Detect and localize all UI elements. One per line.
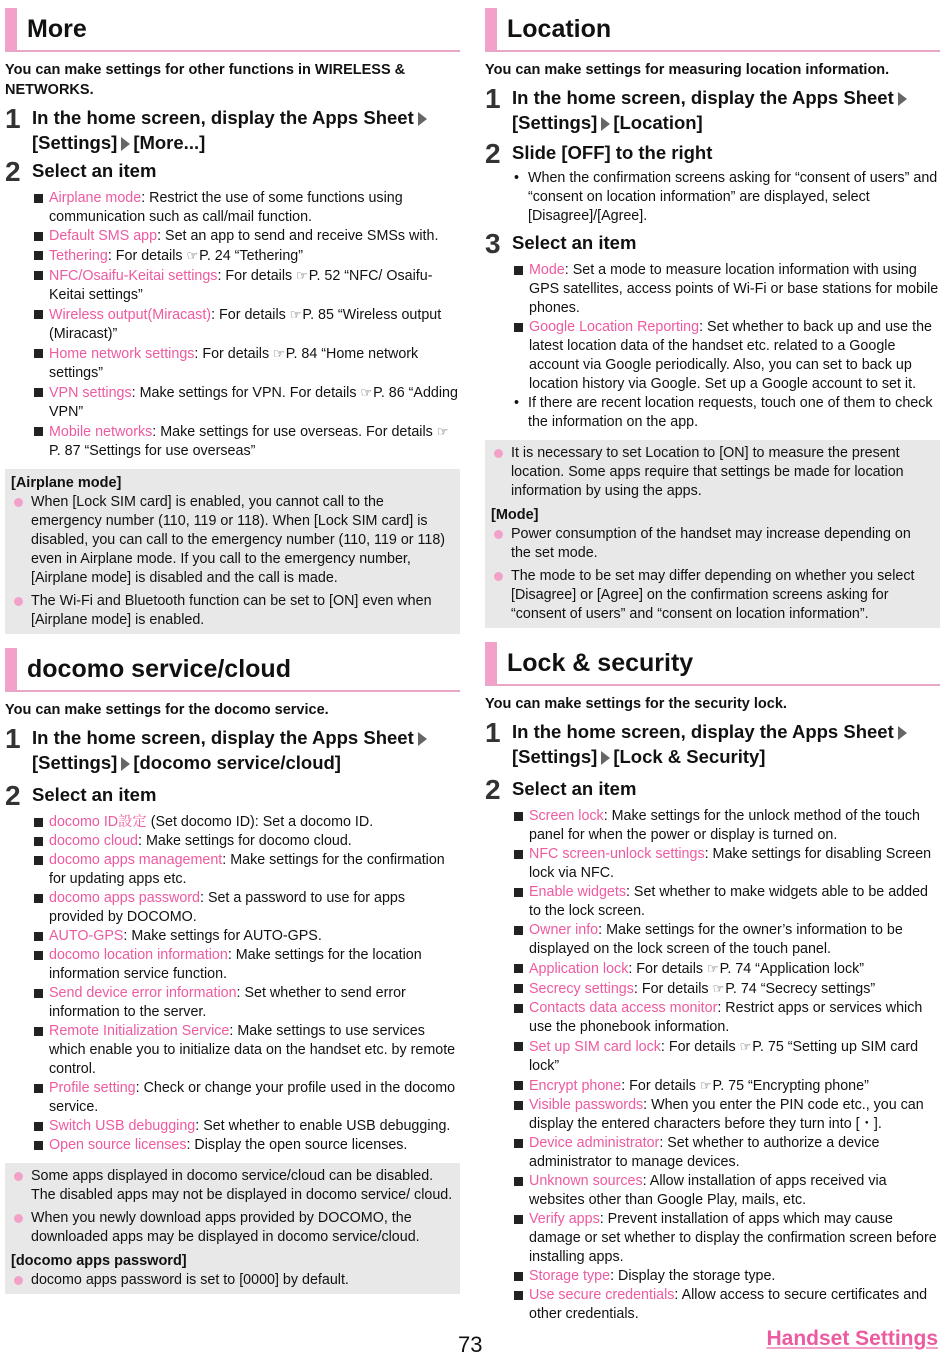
item-description: : Make settings for docomo cloud. [138,833,352,849]
item-description: (Set docomo ID): Set a docomo ID. [146,814,374,830]
item-description: : Make settings for the unlock method of the touch panel for when the power or display is turned on. [529,808,921,843]
item-list [485,807,940,1324]
list-item [512,1134,940,1172]
item-description: : Make settings for the owner’s information to be displayed on the lock screen of the touch panel. [529,922,903,957]
list-item [32,984,460,1022]
item-description: : For details [217,268,297,284]
item-term: Verify apps [529,1211,600,1227]
item-description: : Make settings for disabling Screen lock via NFC. [529,846,932,881]
step-text-part: [docomo service/cloud] [133,752,341,773]
item-reference: P. 87 “Settings for use overseas” [49,443,256,459]
step-3 [485,229,940,259]
list-item [32,832,460,851]
list-item [512,883,940,921]
item-description: : For details [211,307,290,323]
section-title: More [27,15,87,43]
item-reference: P. 74 “Secrecy settings” [725,981,876,997]
arrow-right-icon [121,757,130,771]
item-list [485,261,940,394]
section-intro: You can make settings for the docomo service. [5,702,329,718]
item-description: : When you enter the PIN code etc., you can display the entered characters before they turn into [・]. [529,1097,924,1132]
step-2 [5,157,460,187]
item-description: : Display the open source licenses. [186,1137,408,1153]
step-text [32,104,430,155]
step-1 [5,724,460,775]
item-list [5,189,460,461]
item-description: : Set whether to make widgets able to be added to the lock screen. [529,884,928,919]
item-term: docomo ID設定 [49,814,147,830]
page-reference-icon: ☞ [739,1039,752,1054]
list-item [32,344,460,383]
note-heading: [Mode] [491,507,539,523]
page-reference-icon: ☞ [296,268,308,283]
step-text [512,84,910,135]
item-description: : For details [660,1039,740,1055]
section-title: docomo service/cloud [27,655,291,683]
list-item [32,305,460,344]
item-reference: P. 74 “Application lock” [719,961,865,977]
page-reference-icon: ☞ [436,424,449,439]
arrow-right-icon [418,112,427,126]
dot-list [512,394,940,432]
item-term: Visible passwords [529,1097,644,1113]
item-term: Airplane mode [49,190,142,206]
item-term: Use secure credentials [529,1287,675,1303]
list-item [32,246,460,266]
step-text-part: In the home screen, display the Apps Sheet [32,727,414,748]
section-title: Lock & security [507,649,694,677]
list-item [32,813,460,832]
item-description: : Allow access to secure certificates and other credentials. [529,1287,928,1322]
list-item [32,946,460,984]
item-term: NFC screen-unlock settings [529,846,705,862]
arrow-right-icon [601,117,610,131]
item-term: Device administrator [529,1135,660,1151]
step-text [512,718,910,769]
list-item [512,1286,940,1324]
item-description: : Set whether to enable USB debugging. [195,1118,451,1134]
step-text-part: In the home screen, display the Apps Sheet [512,87,894,108]
list-item [512,1172,940,1210]
dot-item: • When the confirmation screens asking for “consent of users” and “consent on location information” are displayed, select [Disagree]/[Agree]. [512,169,940,226]
item-term: docomo apps password [49,890,200,906]
item-description: : Allow installation of apps received via websites other than Google Play, mails, etc. [529,1173,887,1208]
item-term: AUTO-GPS [49,928,124,944]
item-description: : For details [107,248,187,264]
note-item: It is necessary to set Location to [ON] to measure the present location. Some apps require that settings be made for location information by using the apps. [491,444,934,501]
item-term: Remote Initialization Service [49,1023,230,1039]
item-term: Set up SIM card lock [529,1039,661,1055]
step-text-part: [Settings] [32,752,118,773]
step-number: 2 [5,156,21,187]
item-term: Screen lock [529,808,604,824]
item-list [5,813,460,1155]
item-term: NFC/Osaifu-Keitai settings [49,268,218,284]
page-reference-icon: ☞ [707,961,719,976]
item-reference: P. 86 “Adding VPN” [49,385,458,420]
step-number: 2 [485,774,501,805]
item-term: docomo location information [49,947,228,963]
item-reference: P. 52 “NFC/ Osaifu-Keitai settings” [49,268,433,303]
section-bar [485,642,497,684]
section-title: Location [507,15,612,43]
item-description: : For details [621,1078,700,1094]
step-1 [485,84,940,135]
item-term: docomo cloud [49,833,139,849]
note-item: docomo apps password is set to [0000] by default. [11,1271,454,1290]
item-reference: P. 75 “Encrypting phone” [712,1078,869,1094]
item-description: : Set whether to back up and use the latest location data of the handset etc. related to a Google account via Google periodically. Also, you can set to back up location history via Google. Set up a Google account to set it. [529,319,932,392]
step-text-part: [Settings] [512,112,598,133]
list-item [512,318,940,394]
note-item: Some apps displayed in docomo service/cloud can be disabled. The disabled apps may not be displayed in docomo service/ cloud. [11,1167,454,1205]
item-term: Enable widgets [529,884,626,900]
list-item [512,261,940,318]
step-number: 2 [485,138,501,169]
step-2 [5,781,460,811]
list-item [32,227,460,246]
item-term: docomo apps management [49,852,223,868]
step-2 [485,139,940,169]
item-term: Mode [529,262,565,278]
section-bar [485,8,497,50]
page-number: 73 [458,1332,483,1357]
step-text-part: [More...] [133,132,206,153]
step-text: Select an item [512,778,637,799]
section-header-docomo [5,648,460,692]
list-item [32,383,460,422]
step-number: 1 [485,83,501,114]
note-item: When you newly download apps provided by DOCOMO, the downloaded apps may be displayed in docomo service/cloud. [11,1209,454,1247]
section-bar [5,8,17,50]
step-number: 1 [5,723,21,754]
item-description: : Make settings for VPN. For details [131,385,361,401]
item-term: Google Location Reporting [529,319,700,335]
item-description: : Restrict the use of some functions using communication such as call/mail function. [49,190,403,225]
item-term: Owner info [529,922,599,938]
step-text-part: [Settings] [512,746,598,767]
arrow-right-icon [418,732,427,746]
page-reference-icon: ☞ [186,248,199,263]
item-term: Switch USB debugging [49,1118,196,1134]
right-column [485,8,940,1328]
left-column [5,8,460,1294]
arrow-right-icon [898,92,907,106]
section-intro: You can make settings for other functions in WIRELESS & NETWORKS. [5,62,406,98]
item-term: Unknown sources [529,1173,643,1189]
item-term: Application lock [529,961,629,977]
step-2 [485,775,940,805]
dot-item: • If there are recent location requests, touch one of them to check the information on the app. [512,394,940,432]
item-term: Default SMS app [49,228,158,244]
page-reference-icon: ☞ [289,307,302,322]
arrow-right-icon [898,726,907,740]
note-box-location [485,440,940,628]
list-item [512,807,940,845]
list-item [512,999,940,1037]
page-reference-icon: ☞ [712,981,725,996]
item-term: Storage type [529,1268,611,1284]
list-item [32,189,460,227]
step-1 [485,718,940,769]
list-item [32,422,460,461]
item-reference: P. 75 “Setting up SIM card lock” [529,1039,919,1074]
list-item [512,1267,940,1286]
list-item [512,959,940,979]
list-item [32,889,460,927]
item-term: VPN settings [49,385,132,401]
item-description: : Set an app to send and receive SMSs with. [157,228,439,244]
list-item [512,979,940,999]
step-text: Select an item [512,232,637,253]
note-box-docomo [5,1163,460,1294]
item-term: Secrecy settings [529,981,634,997]
list-item [512,845,940,883]
item-description: : Make settings for the location information service function. [49,947,422,982]
item-reference: P. 84 “Home network settings” [49,346,419,381]
item-description: : Restrict apps or services which use the phonebook information. [529,1000,923,1035]
step-number: 2 [5,780,21,811]
step-number: 1 [5,103,21,134]
step-text: Select an item [32,784,157,805]
step-text-part: In the home screen, display the Apps Sheet [32,107,414,128]
note-item: When [Lock SIM card] is enabled, you cannot call to the emergency number (110, 119 or 118). When [Lock SIM card] is disabled, you can call to the emergency number (110, 119 or 118) even in Airplane mode. If you call to the emergency number, [Airplane mode] is disabled and the call is made. [11,493,454,588]
list-item [512,1210,940,1267]
list-item [512,921,940,959]
section-intro: You can make settings for measuring location information. [485,62,890,78]
step-number: 1 [485,717,501,748]
step-text-part: [Settings] [32,132,118,153]
list-item [32,1079,460,1117]
list-item [32,1022,460,1079]
item-term: Mobile networks [49,424,153,440]
arrow-right-icon [601,751,610,765]
item-description: : For details [194,346,274,362]
section-intro: You can make settings for the security lock. [485,696,787,712]
item-term: Encrypt phone [529,1078,622,1094]
item-description: : Set whether to authorize a device administrator to manage devices. [529,1135,880,1170]
step-text-part: [Location] [613,112,703,133]
item-description: : Make settings for AUTO-GPS. [123,928,322,944]
step-text-part: In the home screen, display the Apps Sheet [512,721,894,742]
item-term: Home network settings [49,346,195,362]
dot-list [512,169,940,226]
list-item [32,266,460,305]
note-item: Power consumption of the handset may increase depending on the set mode. [491,525,934,563]
item-description: : For details [628,961,708,977]
item-term: Open source licenses [49,1137,187,1153]
list-item [512,1076,940,1096]
note-heading: [docomo apps password] [11,1253,187,1269]
footer-section-label: Handset Settings [766,1327,938,1350]
list-item [512,1037,940,1076]
item-description: : Prevent installation of apps which may cause damage or set whether to display the confirmation screen before installing apps. [529,1211,937,1265]
step-number: 3 [485,228,501,259]
item-description: : Make settings to use services which enable you to initialize data on the handset etc. by remote control. [49,1023,456,1077]
list-item [32,927,460,946]
item-description: : Display the storage type. [610,1268,776,1284]
item-reference: P. 85 “Wireless output (Miracast)” [49,307,442,342]
item-term: Send device error information [49,985,237,1001]
section-header-more [5,8,460,52]
section-bar [5,648,17,690]
item-description: : Check or change your profile used in the docomo service. [49,1080,456,1115]
arrow-right-icon [121,137,130,151]
item-description: : Make settings for use overseas. For details [152,424,437,440]
section-header-location [485,8,940,52]
item-description: : Set whether to send error information to the server. [49,985,406,1020]
item-term: Wireless output(Miracast) [49,307,212,323]
note-item: The Wi-Fi and Bluetooth function can be set to [ON] even when [Airplane mode] is enabled. [11,592,454,630]
item-term: Tethering [49,248,108,264]
step-text [32,724,430,775]
step-text: Select an item [32,160,157,181]
note-box-airplane [5,469,460,634]
item-term: Contacts data access monitor [529,1000,718,1016]
page-reference-icon: ☞ [273,346,285,361]
item-description: : Set a password to use for apps provided by DOCOMO. [49,890,406,925]
list-item [512,1096,940,1134]
section-header-lock [485,642,940,686]
item-description: : Make settings for the confirmation for updating apps etc. [49,852,445,887]
step-text-part: [Lock & Security] [613,746,766,767]
list-item [32,1136,460,1155]
note-heading: [Airplane mode] [11,475,122,491]
item-reference: P. 24 “Tethering” [199,248,304,264]
item-description: : Set a mode to measure location information with using GPS satellites, access points of Wi-Fi or base stations for mobile phones. [529,262,939,316]
note-item: The mode to be set may differ depending on whether you select [Disagree] or [Agree] on the confirmation screens asking for “consent of users” and “consent on location information”. [491,567,934,624]
page-reference-icon: ☞ [699,1078,712,1093]
step-text: Slide [OFF] to the right [512,142,713,163]
item-term: Profile setting [49,1080,136,1096]
item-description: : For details [633,981,713,997]
list-item [32,1117,460,1136]
page-reference-icon: ☞ [360,385,373,400]
list-item [32,851,460,889]
step-1 [5,104,460,155]
